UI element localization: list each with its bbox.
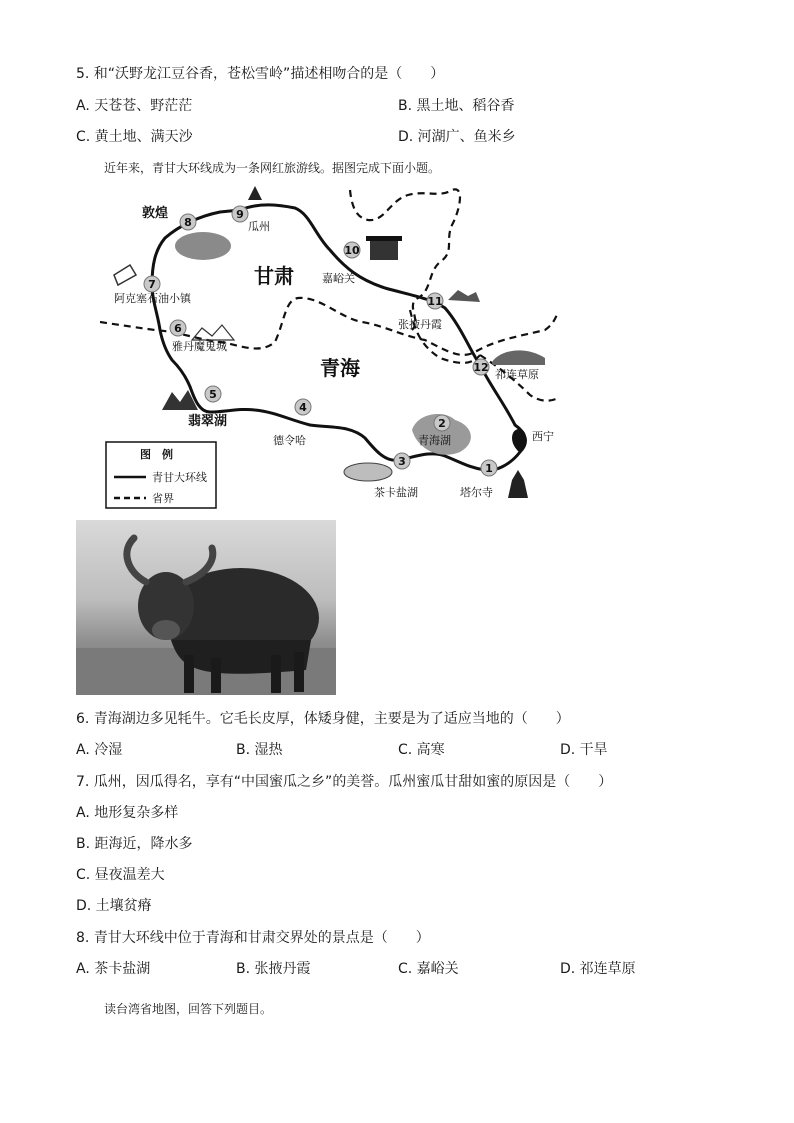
q7-stem: 7. 瓜州，因瓜得名，享有“中国蜜瓜之乡”的美誉。瓜州蜜瓜甘甜如蜜的原因是（ ）: [76, 774, 613, 790]
place-label-qinghai-lake: 青海湖: [418, 434, 451, 447]
q6-stem: 6. 青海湖边多见牦牛。它毛长皮厚，体矮身健，主要是为了适应当地的（ ）: [76, 711, 570, 727]
q8-option-d: D. 祁连草原: [560, 961, 636, 977]
intro-taiwan-questions: 读台湾省地图，回答下列题目。: [104, 1002, 273, 1016]
stop-marker-11: [427, 293, 443, 309]
stop-marker-5: [205, 386, 221, 402]
svg-text:2: 2: [438, 417, 446, 430]
place-label-feicui: 翡翠湖: [188, 414, 228, 429]
q5-option-c: C. 黄土地、满天沙: [76, 129, 193, 145]
stop-marker-3: [394, 453, 410, 469]
q5-option-d: D. 河湖广、鱼米乡: [398, 129, 516, 145]
place-label-yadan: 雅丹魔鬼城: [172, 340, 227, 353]
svg-text:6: 6: [174, 322, 182, 335]
place-label-akesai: 阿克塞石油小镇: [114, 292, 191, 305]
q6-option-a: A. 冷湿: [76, 742, 123, 758]
stop-marker-2: [434, 415, 450, 431]
legend-route: 青甘大环线: [152, 471, 207, 484]
legend-border: 省界: [152, 492, 174, 505]
q5-option-a: A. 天苍苍、野茫茫: [76, 98, 193, 114]
svg-text:11: 11: [427, 295, 443, 308]
yak-illustration: [76, 520, 336, 695]
q6-option-d: D. 干旱: [560, 742, 608, 758]
mountain-icon-guazhou: [248, 186, 262, 200]
svg-text:7: 7: [148, 278, 156, 291]
place-label-chaka: 茶卡盐湖: [374, 486, 418, 499]
province-label-qinghai: 青海: [320, 356, 360, 380]
q5-stem: 5. 和“沃野龙江豆谷香，苍松雪岭”描述相吻合的是（ ）: [76, 66, 445, 82]
q7-option-a: A. 地形复杂多样: [76, 805, 179, 821]
qinggan-route-map: [100, 180, 560, 510]
place-label-dunhuang: 敦煌: [142, 206, 169, 221]
danxia-icon: [448, 290, 480, 302]
q6-option-c: C. 高寒: [398, 742, 445, 758]
svg-text:12: 12: [473, 361, 489, 374]
svg-text:4: 4: [299, 401, 307, 414]
place-label-guazhou: 瓜州: [248, 220, 270, 233]
stop-marker-7: [144, 276, 160, 292]
stop-marker-8: [180, 214, 196, 230]
stop-marker-6: [170, 320, 186, 336]
salt-lake-icon: [344, 463, 392, 481]
q8-option-c: C. 嘉峪关: [398, 961, 459, 977]
province-label-gansu: 甘肃: [254, 264, 294, 288]
temple-icon: [508, 470, 528, 498]
q6-option-b: B. 湿热: [236, 742, 283, 758]
place-label-delingha: 德令哈: [273, 434, 306, 447]
svg-text:1: 1: [485, 462, 493, 475]
place-label-qilian: 祁连草原: [495, 368, 539, 381]
jiayuguan-gate-icon: [370, 240, 398, 260]
place-label-taersi: 塔尔寺: [460, 486, 493, 499]
stop-marker-4: [295, 399, 311, 415]
grassland-icon: [492, 350, 545, 365]
svg-text:10: 10: [344, 244, 360, 257]
svg-text:5: 5: [209, 388, 217, 401]
stop-marker-1: [481, 460, 497, 476]
camel-icon: [175, 232, 231, 260]
jiayuguan-roof-icon: [366, 236, 402, 241]
svg-text:8: 8: [184, 216, 192, 229]
stop-marker-10: [344, 242, 360, 258]
q7-option-d: D. 土壤贫瘠: [76, 898, 152, 914]
q8-option-b: B. 张掖丹霞: [236, 961, 311, 977]
q7-option-b: B. 距海近，降水多: [76, 836, 193, 852]
stop-marker-9: [232, 206, 248, 222]
q8-stem: 8. 青甘大环线中位于青海和甘肃交界处的景点是（ ）: [76, 930, 430, 946]
q5-option-b: B. 黑土地、稻谷香: [398, 98, 515, 114]
intro-map-questions: 近年来，青甘大环线成为一条网红旅游线。据图完成下面小题。: [104, 161, 441, 175]
place-label-zhangye: 张掖丹霞: [398, 318, 442, 331]
yak-photo: [76, 520, 336, 695]
place-label-xining: 西宁: [532, 430, 554, 443]
q7-option-c: C. 昼夜温差大: [76, 867, 165, 883]
svg-text:9: 9: [236, 208, 244, 221]
q8-option-a: A. 茶卡盐湖: [76, 961, 151, 977]
legend-title: 图 例: [140, 448, 173, 461]
map-legend: [106, 442, 216, 508]
svg-text:3: 3: [398, 455, 406, 468]
place-label-jiayuguan: 嘉峪关: [322, 272, 355, 285]
oil-town-icon: [114, 265, 136, 285]
stop-marker-12: [473, 359, 489, 375]
